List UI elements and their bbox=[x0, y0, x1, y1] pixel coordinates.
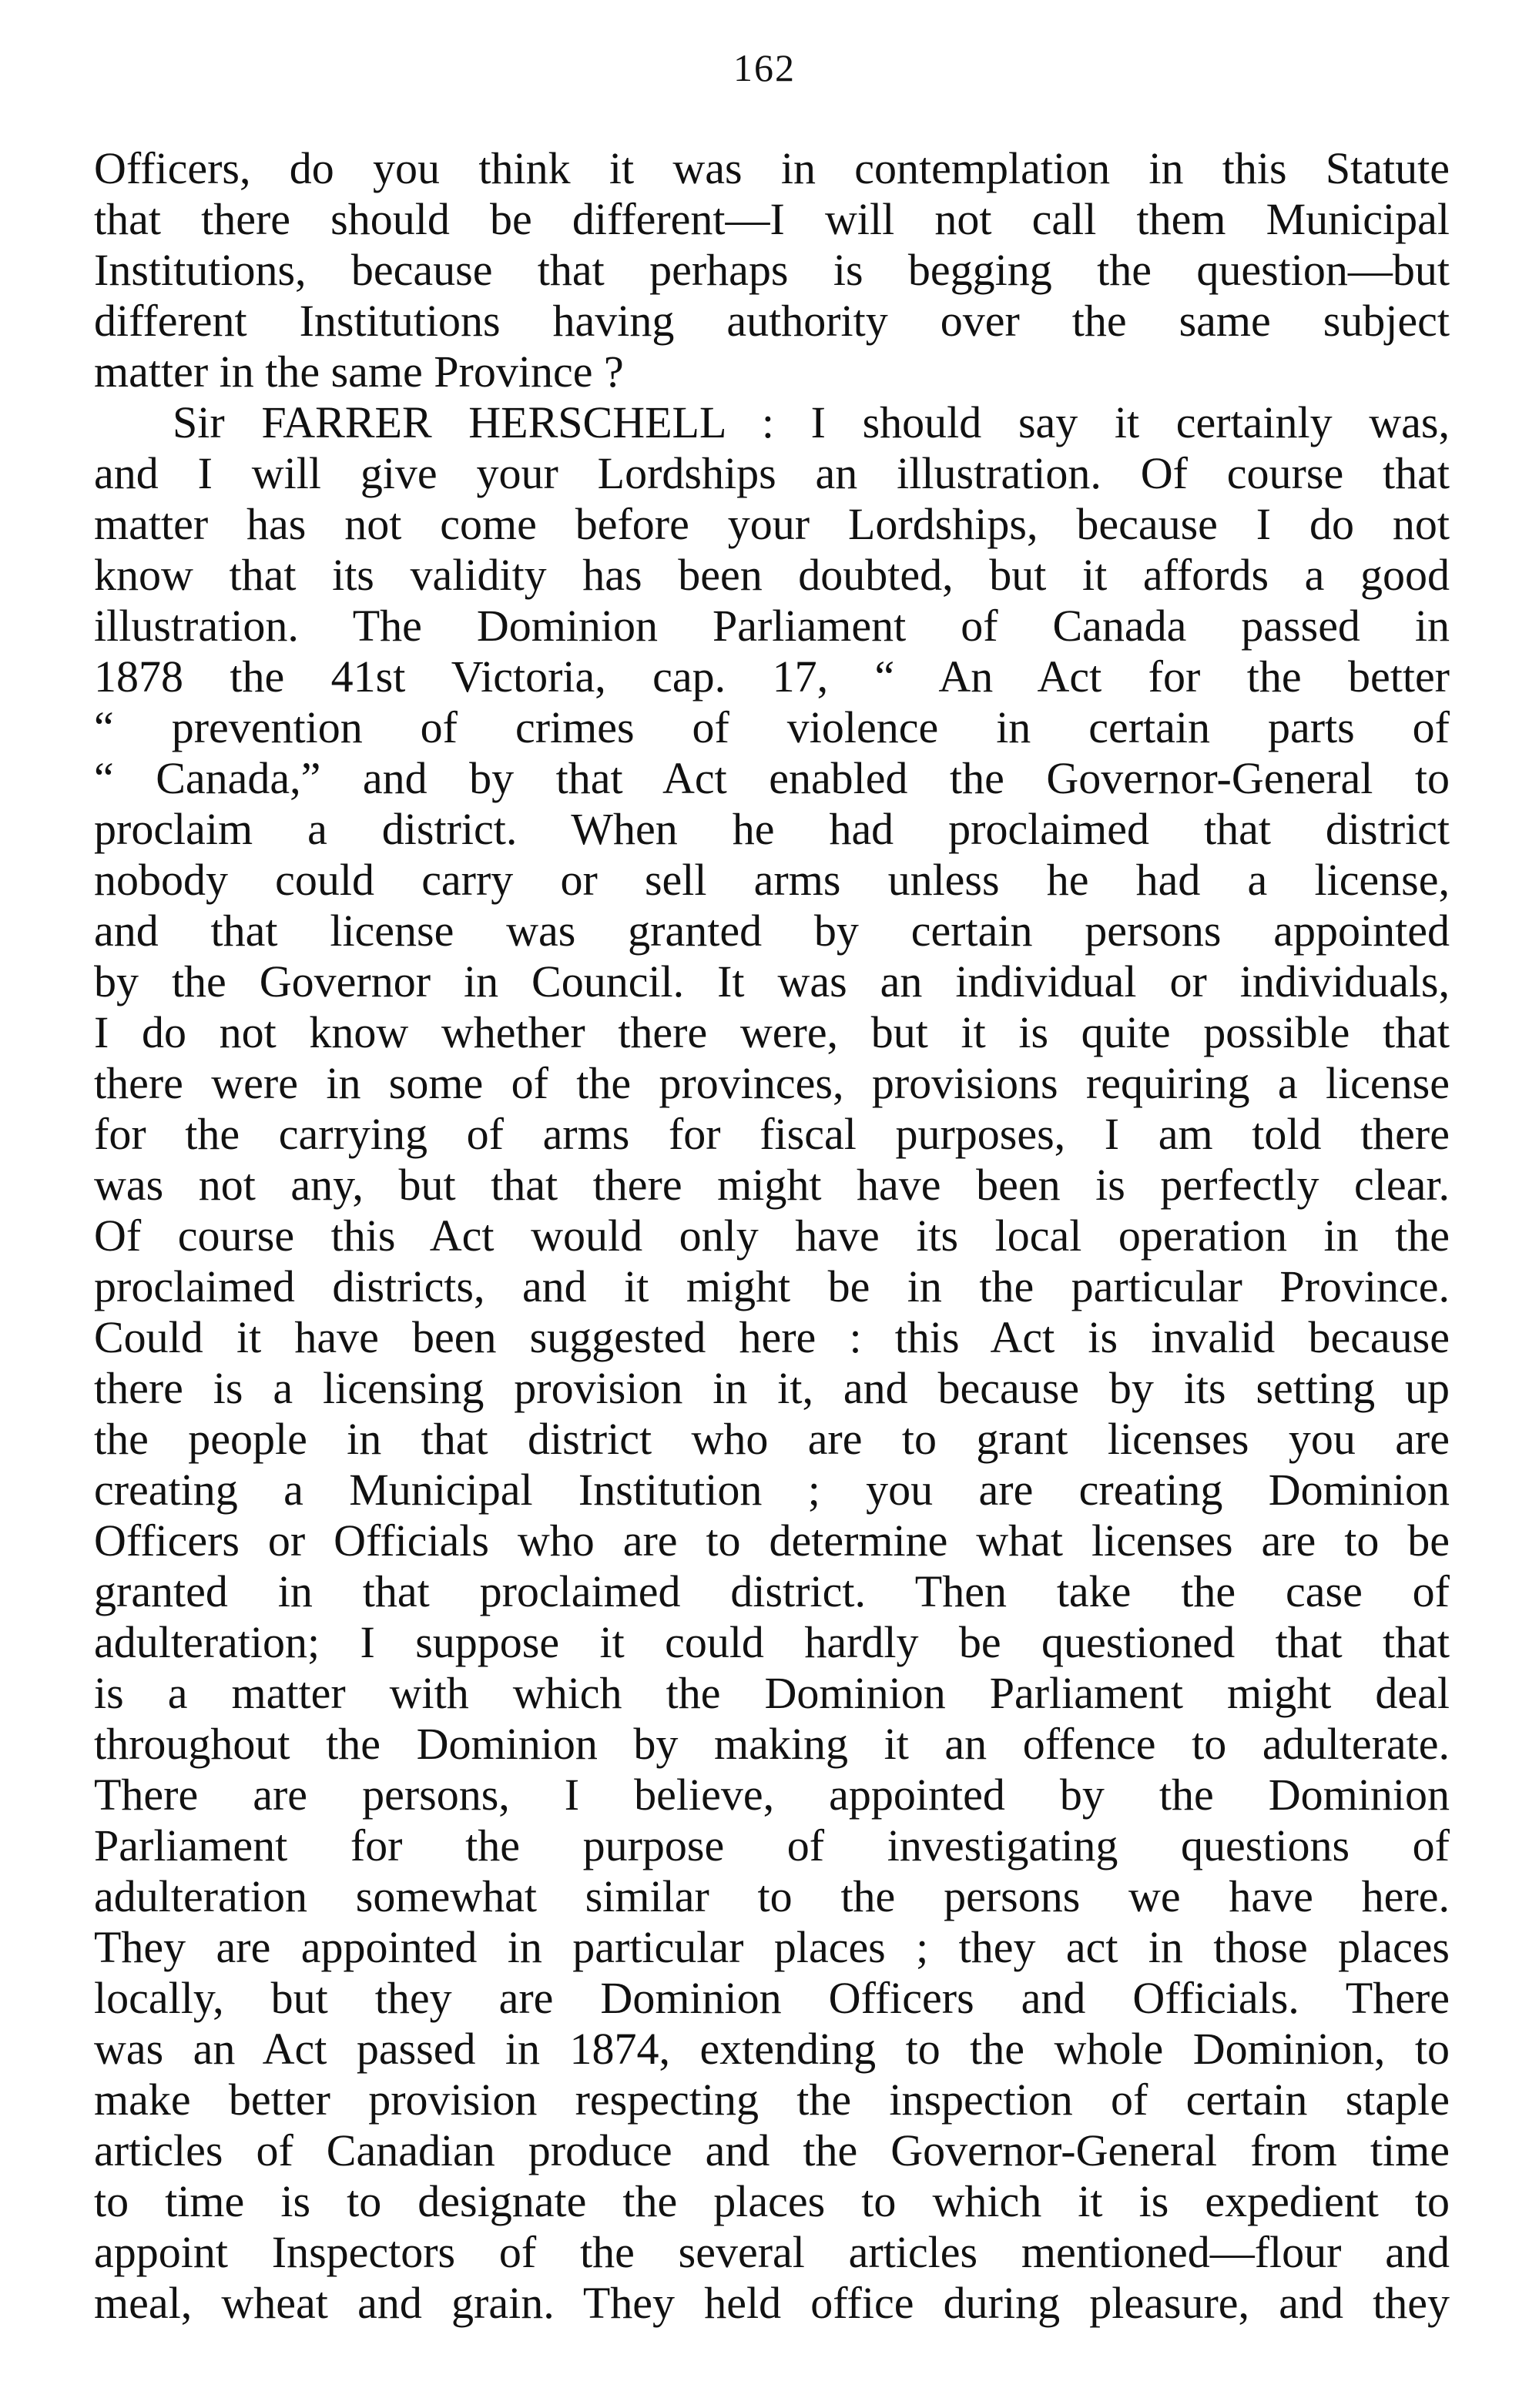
text-line: was not any, but that there might have been is perfectly clear. bbox=[94, 1160, 1450, 1210]
text-line: I do not know whether there were, but it is quite possible that bbox=[94, 1007, 1450, 1057]
text-line: Of course this Act would only have its local operation in the bbox=[94, 1211, 1450, 1261]
text-line: They are appointed in particular places ; they act in those places bbox=[94, 1922, 1450, 1972]
text-line: by the Governor in Council. It was an individual or individuals, bbox=[94, 956, 1450, 1006]
text-line: is a matter with which the Dominion Parliament might deal bbox=[94, 1668, 1450, 1718]
text-line: matter has not come before your Lordships, because I do not bbox=[94, 499, 1450, 549]
text-line: Officers, do you think it was in contemplation in this Statute bbox=[94, 143, 1450, 193]
text-line: make better provision respecting the inspection of certain staple bbox=[94, 2075, 1450, 2125]
text-line: creating a Municipal Institution ; you are creating Dominion bbox=[94, 1465, 1450, 1515]
text-line: and I will give your Lordships an illustration. Of course that bbox=[94, 448, 1450, 498]
text-line: proclaim a district. When he had proclaimed that district bbox=[94, 804, 1450, 854]
text-line: Institutions, because that perhaps is begging the question—but bbox=[94, 245, 1450, 295]
text-line: the people in that district who are to grant licenses you are bbox=[94, 1414, 1450, 1464]
text-line: 1878 the 41st Victoria, cap. 17, “ An Act for the better bbox=[94, 651, 1450, 702]
text-line: appoint Inspectors of the several articles mentioned—flour and bbox=[94, 2227, 1450, 2277]
text-line: that there should be different—I will not call them Municipal bbox=[94, 194, 1450, 244]
text-line: adulteration somewhat similar to the persons we have here. bbox=[94, 1871, 1450, 1921]
text-line: was an Act passed in 1874, extending to the whole Dominion, to bbox=[94, 2024, 1450, 2074]
text-line: illustration. The Dominion Parliament of Canada passed in bbox=[94, 601, 1450, 651]
text-line: different Institutions having authority over the same subject bbox=[94, 296, 1450, 346]
page-number: 162 bbox=[733, 46, 796, 89]
text-line: and that license was granted by certain persons appointed bbox=[94, 906, 1450, 956]
text-line: there were in some of the provinces, provisions requiring a license bbox=[94, 1058, 1450, 1108]
text-line: for the carrying of arms for fiscal purposes, I am told there bbox=[94, 1109, 1450, 1159]
text-line: “ Canada,” and by that Act enabled the Governor-General to bbox=[94, 753, 1450, 803]
text-line: to time is to designate the places to which it is expedient to bbox=[94, 2176, 1450, 2226]
text-line: Officers or Officials who are to determine what licenses are to be bbox=[94, 1515, 1450, 1566]
text-line: nobody could carry or sell arms unless he had a license, bbox=[94, 855, 1450, 905]
text-line: “ prevention of crimes of violence in certain parts of bbox=[94, 702, 1450, 752]
text-line: articles of Canadian produce and the Governor-General from time bbox=[94, 2125, 1450, 2175]
text-line: matter in the same Province ? bbox=[94, 347, 624, 397]
text-line: meal, wheat and grain. They held office during pleasure, and they bbox=[94, 2278, 1450, 2328]
text-line: locally, but they are Dominion Officers and Officials. There bbox=[94, 1973, 1450, 2023]
text-line: proclaimed districts, and it might be in the particular Province. bbox=[94, 1261, 1450, 1311]
body-text bbox=[94, 143, 1450, 2329]
text-line: throughout the Dominion by making it an offence to adulterate. bbox=[94, 1719, 1450, 1769]
text-line: adulteration; I suppose it could hardly be questioned that that bbox=[94, 1617, 1450, 1667]
text-line: There are persons, I believe, appointed by the Dominion bbox=[94, 1770, 1450, 1820]
text-line: Could it have been suggested here : this Act is invalid because bbox=[94, 1312, 1450, 1362]
text-line: know that its validity has been doubted, but it affords a good bbox=[94, 550, 1450, 600]
text-line: Sir FARRER HERSCHELL : I should say it certainly was, bbox=[173, 397, 1450, 447]
text-line: Parliament for the purpose of investigating questions of bbox=[94, 1820, 1450, 1870]
text-line: there is a licensing provision in it, and because by its setting up bbox=[94, 1363, 1450, 1413]
text-line: granted in that proclaimed district. Then take the case of bbox=[94, 1566, 1450, 1616]
